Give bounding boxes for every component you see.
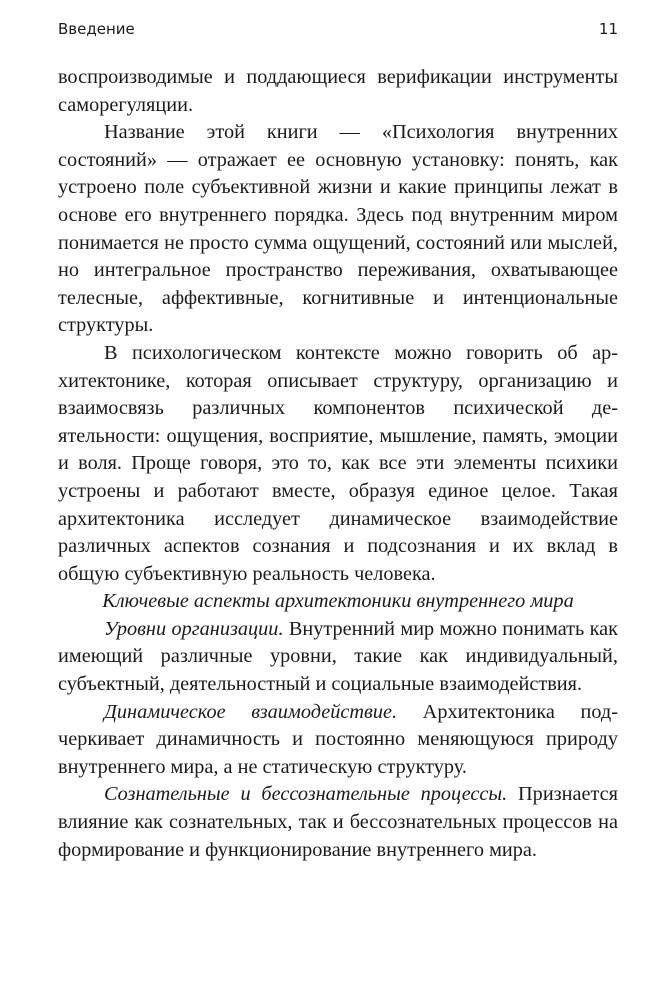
paragraph-dynamics <box>58 699 618 782</box>
paragraph-levels <box>58 616 618 699</box>
page-number: 11 <box>598 20 618 38</box>
paragraph-processes <box>58 781 618 864</box>
body-text <box>58 64 618 864</box>
section-heading: Ключевые аспекты архитектоники внутреннего мира <box>102 590 574 613</box>
paragraph-book-title: Название этой книги — «Психология внутренних состояний» — отражает ее основную установку: понять, как устроено поле субъективной жизни и какие принципы лежат в основе его внутреннего порядка. Здесь под внутренним миром понимается не просто сумма ощущений, состояний или мыслей, но интегральное пространство переживания, охватывающее телесные, аффективные, когнитивные и интенциональные структуры. <box>58 121 618 337</box>
paragraph-continued: воспроизводимые и поддающиеся верификации инструменты саморегуляции. <box>58 66 618 116</box>
text-processes: Признается влияние как сознательных, так и бессознательных процессов на формирование и функционирование внутреннего мира. <box>58 783 618 861</box>
lead-levels: Уровни организации. <box>104 617 284 640</box>
lead-processes: Сознательные и бессознательные процессы. <box>104 783 508 806</box>
text-levels: Внутренний мир можно понимать как имеющий различные уровни, такие как индивидуальный, субъектный, деятельностный и социальные взаимодействия. <box>58 617 619 696</box>
text-dynamics: Архитектоника подчеркивает динамичность и постоянно меняющуюся природу внутреннего мира, а не статическую структуру. <box>58 700 619 778</box>
lead-dynamics: Динамическое взаимодействие. <box>104 700 398 723</box>
section-title: Введение <box>58 20 135 38</box>
paragraph-architectonics: В психологическом контексте можно говорить об архитектонике, которая описывает структуру, организацию и взаимосвязь различных компонентов психической деятельности: ощущения, восприятие, мышление, память, эмоции и воля. Проще говоря, это то, как все эти элементы психики устроены и работают вместе, образуя единое целое. Такая архитектоника исследует динамическое взаимодействие различных аспектов сознания и подсознания и их вклад в общую субъективную реальность человека. <box>58 341 618 585</box>
